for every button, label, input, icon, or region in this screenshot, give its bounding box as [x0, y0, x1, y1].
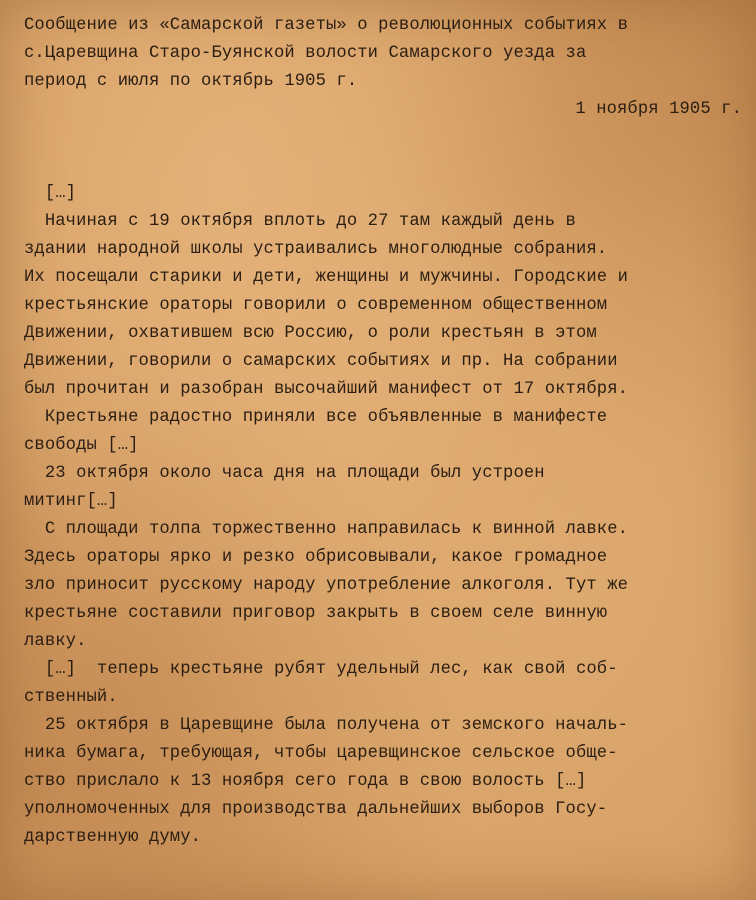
body-line: Здесь ораторы ярко и резко обрисовывали, какое громадное [24, 548, 608, 567]
body-line: ника бумага, требующая, чтобы царевщинское сельское обще- [24, 744, 618, 763]
body-line: был прочитан и разобран высочайший манифест от 17 октября. [24, 380, 629, 399]
document-date: 1 ноября 1905 г. [575, 100, 742, 119]
body-line: Крестьяне радостно приняли все объявленные в манифесте [24, 408, 608, 427]
body-line: ственный. [24, 688, 118, 707]
body-line: митинг[…] [24, 492, 118, 511]
body-line: 25 октября в Царевщине была получена от земского началь- [24, 716, 629, 735]
document-text [24, 12, 742, 852]
body-line: Их посещали старики и дети, женщины и мужчины. Городские и [24, 268, 629, 287]
body-line: […] теперь крестьяне рубят удельный лес, как свой соб- [24, 660, 618, 679]
body-line: крестьянские ораторы говорили о современном общественном [24, 296, 608, 315]
body-line: лавку. [24, 632, 87, 651]
body-line: Начиная с 19 октября вплоть до 27 там каждый день в [24, 212, 576, 231]
header-line: период с июля по октябрь 1905 г. [24, 72, 358, 91]
header-line: с.Царевщина Старо-Буянской волости Самарского уезда за [24, 44, 587, 63]
body-line: Движении, охватившем всю Россию, о роли крестьян в этом [24, 324, 597, 343]
body-line: здании народной школы устраивались многолюдные собрания. [24, 240, 608, 259]
body-line: уполномоченных для производства дальнейших выборов Госу- [24, 800, 608, 819]
spacer [24, 124, 742, 180]
body-line: дарственную думу. [24, 828, 202, 847]
body-line: 23 октября около часа дня на площади был устроен [24, 464, 545, 483]
body-line: С площади толпа торжественно направилась к винной лавке. [24, 520, 629, 539]
body-line: свободы […] [24, 436, 139, 455]
body-line: […] [24, 184, 77, 203]
body-line: ство прислало к 13 ноября сего года в свою волость […] [24, 772, 587, 791]
body-line: крестьяне составили приговор закрыть в своем селе винную [24, 604, 608, 623]
header-line: Сообщение из «Самарской газеты» о революционных событиях в [24, 16, 629, 35]
body-line: зло приносит русскому народу употребление алкоголя. Тут же [24, 576, 629, 595]
body-line: Движении, говорили о самарских событиях и пр. На собрании [24, 352, 618, 371]
